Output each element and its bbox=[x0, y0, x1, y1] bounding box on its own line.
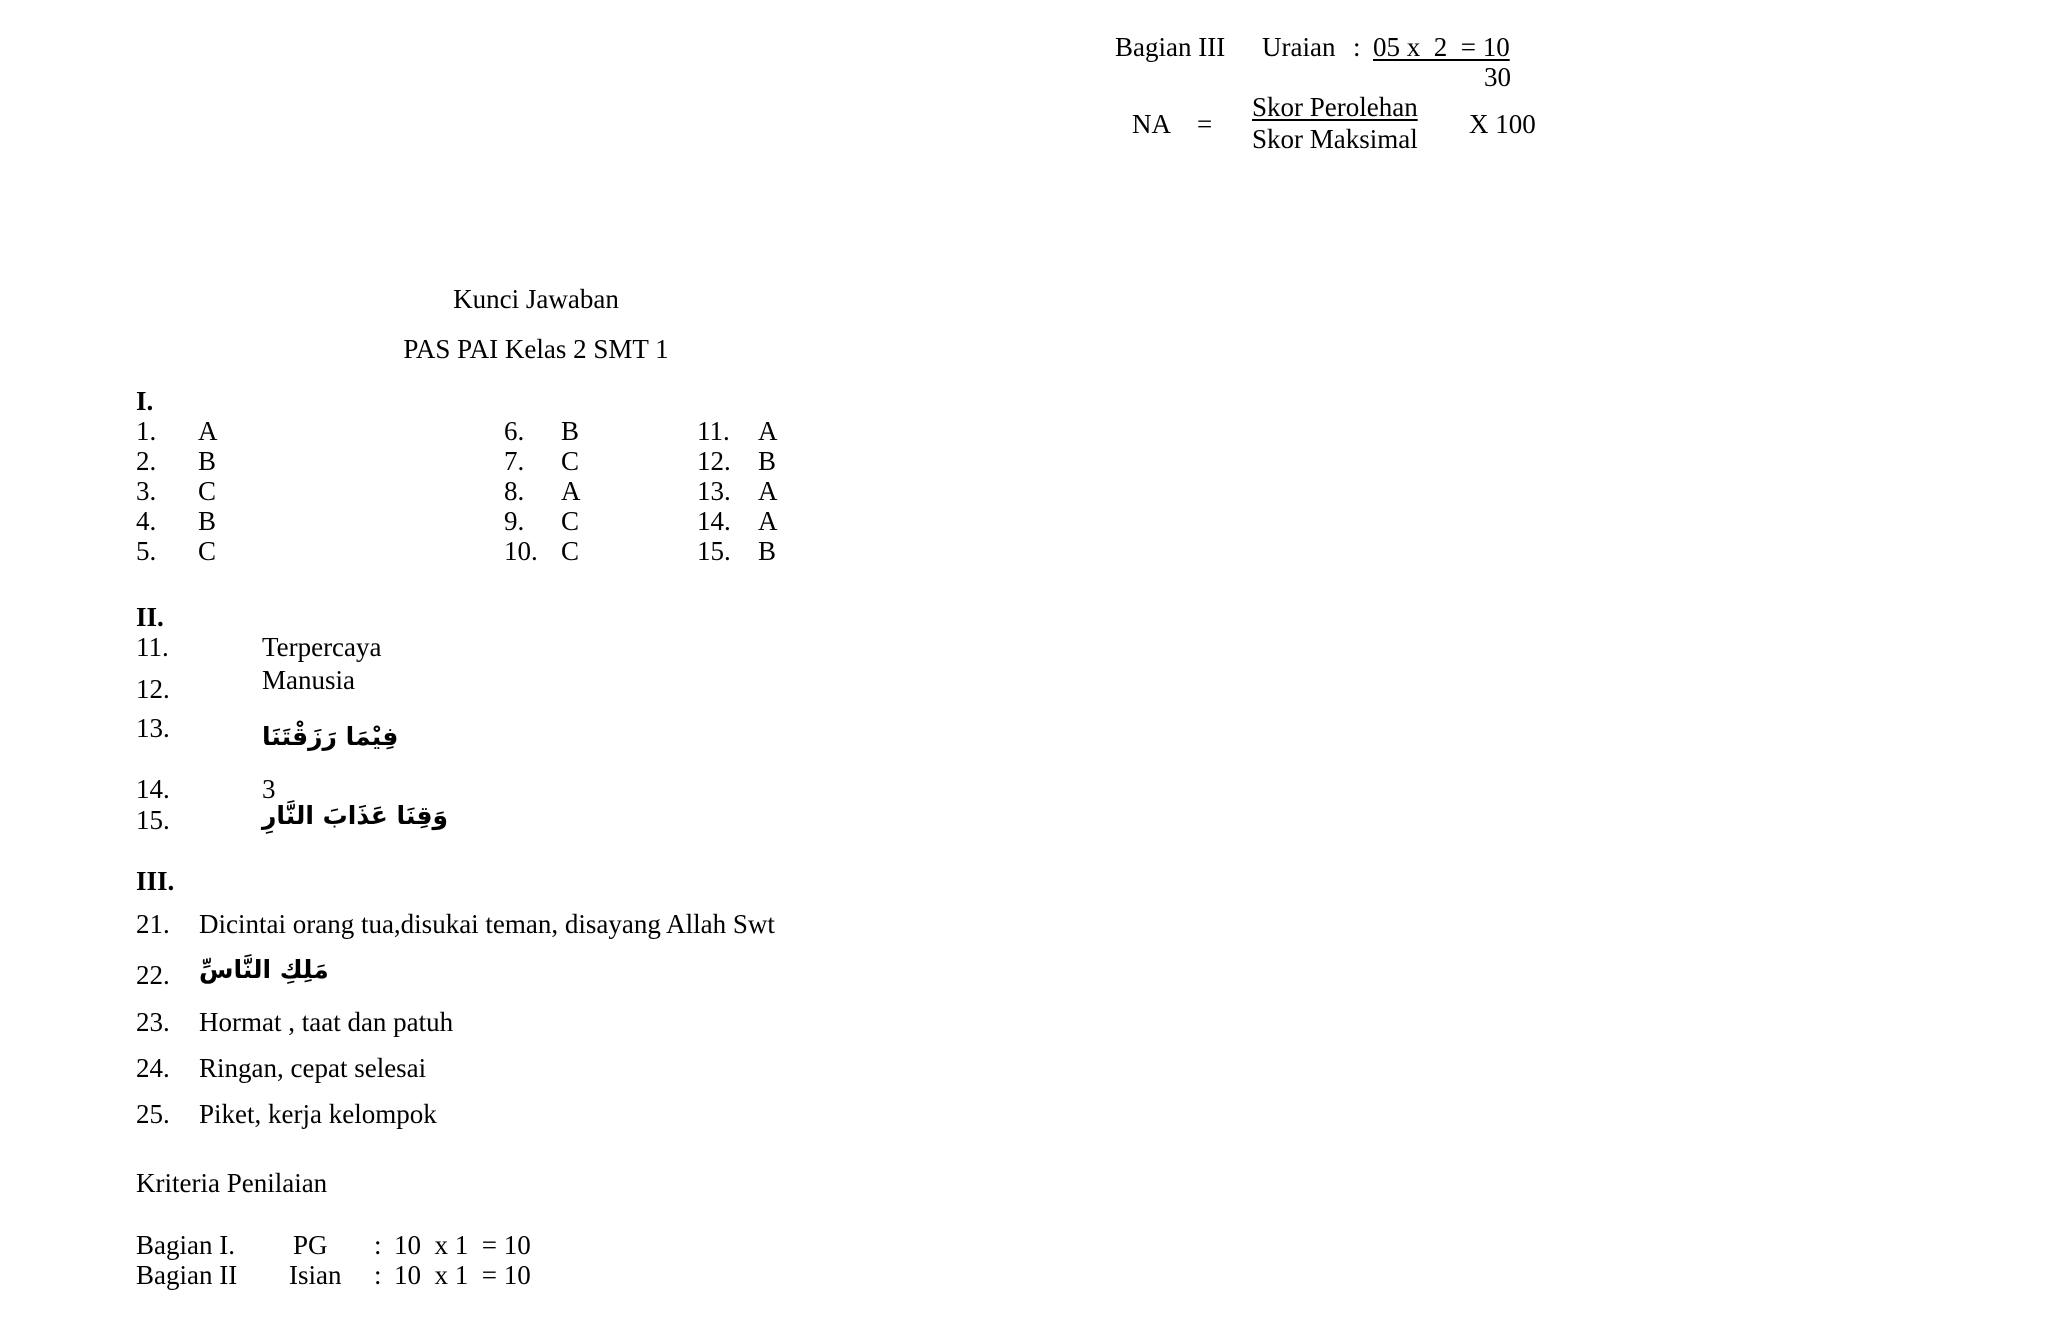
mc-answer: A bbox=[561, 476, 581, 506]
formula-denominator: Skor Maksimal bbox=[1252, 124, 1418, 154]
section-1-heading: I. bbox=[136, 386, 154, 416]
mc-answer: A bbox=[758, 506, 778, 536]
criteria-calc-3: 05 x 2 = 10 bbox=[1373, 32, 1510, 62]
essay-number: 24. bbox=[136, 1053, 170, 1083]
essay-number: 23. bbox=[136, 1007, 170, 1037]
fill-number: 15. bbox=[136, 805, 170, 835]
mc-answer: C bbox=[198, 536, 217, 566]
mc-answer: B bbox=[758, 536, 777, 566]
mc-number: 9. bbox=[504, 506, 525, 536]
mc-number: 4. bbox=[136, 506, 157, 536]
mc-answer: B bbox=[758, 446, 777, 476]
section-3-heading: III. bbox=[136, 866, 175, 896]
fill-number: 14. bbox=[136, 774, 170, 804]
mc-number: 1. bbox=[136, 416, 157, 446]
mc-number: 6. bbox=[504, 416, 525, 446]
fill-answer: Terpercaya bbox=[262, 632, 382, 662]
fill-number: 12. bbox=[136, 674, 170, 704]
mc-number: 11. bbox=[697, 416, 730, 446]
mc-answer: B bbox=[561, 416, 580, 446]
criteria-total: 30 bbox=[1484, 62, 1511, 92]
mc-number: 14. bbox=[697, 506, 731, 536]
mc-answer: B bbox=[198, 506, 217, 536]
mc-answer: C bbox=[561, 536, 580, 566]
fill-answer-arabic: وَقِنَا عَذَابَ النَّارِ bbox=[262, 801, 449, 830]
criteria-sep-3: : bbox=[1353, 32, 1361, 62]
criteria-type-2: Isian bbox=[289, 1260, 342, 1290]
fill-number: 11. bbox=[136, 632, 169, 662]
essay-number: 25. bbox=[136, 1099, 170, 1129]
mc-answer: A bbox=[758, 476, 778, 506]
formula-numerator: Skor Perolehan bbox=[1252, 92, 1418, 122]
fill-answer: 3 bbox=[262, 774, 276, 804]
essay-answer-arabic: مَلِكِ النَّاسِّ bbox=[199, 955, 329, 984]
criteria-sep-1: : bbox=[374, 1230, 382, 1260]
section-2-heading: II. bbox=[136, 602, 164, 632]
fill-answer-arabic: فِيْمَا رَزَقْتَنَا bbox=[262, 722, 399, 751]
criteria-type-3: Uraian bbox=[1262, 32, 1336, 62]
mc-number: 12. bbox=[697, 446, 731, 476]
mc-answer: A bbox=[198, 416, 218, 446]
criteria-calc-1: 10 x 1 = 10 bbox=[394, 1230, 531, 1260]
criteria-part-2: Bagian II bbox=[136, 1260, 238, 1290]
mc-number: 13. bbox=[697, 476, 731, 506]
mc-number: 5. bbox=[136, 536, 157, 566]
mc-number: 7. bbox=[504, 446, 525, 476]
criteria-heading: Kriteria Penilaian bbox=[136, 1168, 328, 1198]
formula-multiplier: X 100 bbox=[1469, 109, 1536, 139]
mc-number: 15. bbox=[697, 536, 731, 566]
fill-number: 13. bbox=[136, 713, 170, 743]
essay-answer: Hormat , taat dan patuh bbox=[199, 1007, 454, 1037]
mc-answer: C bbox=[198, 476, 217, 506]
page-subtitle: PAS PAI Kelas 2 SMT 1 bbox=[403, 334, 669, 364]
mc-number: 8. bbox=[504, 476, 525, 506]
mc-answer: B bbox=[198, 446, 217, 476]
mc-number: 3. bbox=[136, 476, 157, 506]
mc-answer: C bbox=[561, 506, 580, 536]
mc-answer: C bbox=[561, 446, 580, 476]
criteria-part-1: Bagian I. bbox=[136, 1230, 235, 1260]
essay-number: 21. bbox=[136, 909, 170, 939]
mc-answer: A bbox=[758, 416, 778, 446]
essay-answer: Piket, kerja kelompok bbox=[199, 1099, 437, 1129]
criteria-sep-2: : bbox=[374, 1260, 382, 1290]
criteria-part-3: Bagian III bbox=[1115, 32, 1226, 62]
mc-number: 10. bbox=[504, 536, 538, 566]
essay-answer: Dicintai orang tua,disukai teman, disayang Allah Swt bbox=[199, 909, 775, 939]
mc-number: 2. bbox=[136, 446, 157, 476]
formula-lhs: NA bbox=[1132, 109, 1171, 139]
page-title: Kunci Jawaban bbox=[453, 284, 619, 314]
essay-answer: Ringan, cepat selesai bbox=[199, 1053, 427, 1083]
criteria-calc-2: 10 x 1 = 10 bbox=[394, 1260, 531, 1290]
criteria-type-1: PG bbox=[293, 1230, 328, 1260]
fill-answer: Manusia bbox=[262, 665, 355, 695]
essay-number: 22. bbox=[136, 960, 170, 990]
formula-equals: = bbox=[1197, 109, 1213, 139]
